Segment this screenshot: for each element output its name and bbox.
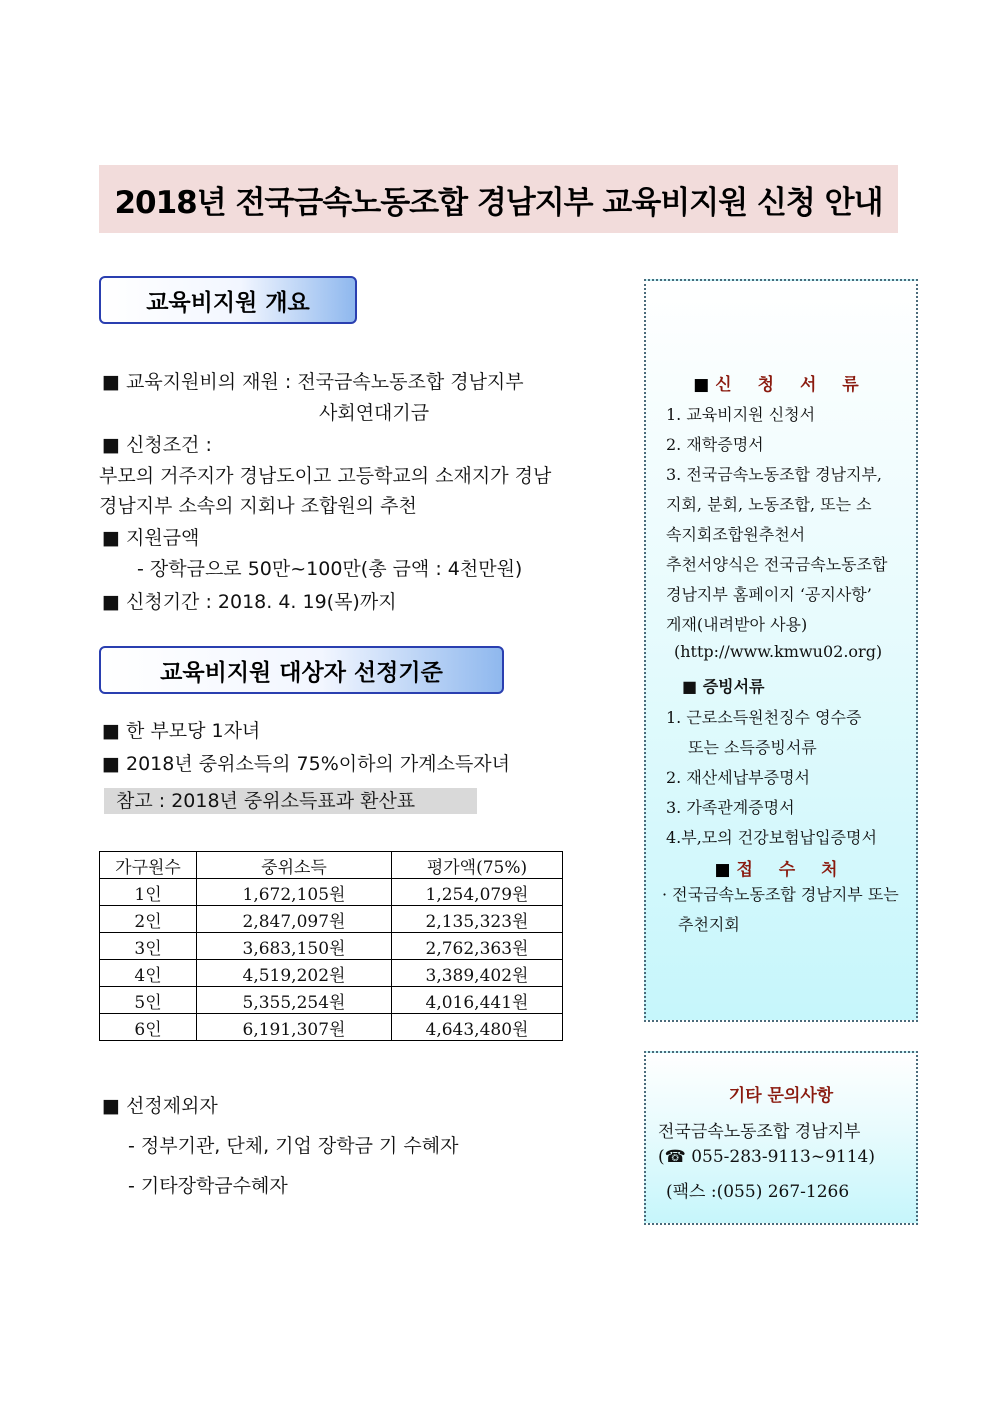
table-cell: 2,847,097원 (197, 906, 392, 933)
form-note-c: 게재(내려받아 사용) (666, 615, 808, 634)
receipt-line-b: 추천지회 (678, 915, 740, 934)
table-header-row (100, 852, 563, 879)
contact-phone: (☎ 055-283-9113~9114) (658, 1147, 875, 1167)
criteria-1: ■ 한 부모당 1자녀 (102, 720, 261, 742)
doc-item-3b: 지회, 분회, 노동조합, 또는 소 (666, 495, 872, 514)
funding-source-cont: 사회연대기금 (319, 402, 430, 424)
receipt-line-a: · 전국금속노동조합 경남지부 또는 (662, 885, 899, 904)
table-cell: 2,135,323원 (392, 906, 563, 933)
period-label: ■ 신청기간 : 2018. 4. 19(목)까지 (102, 591, 397, 613)
page-title: 2018년 전국금속노동조합 경남지부 교육비지원 신청 안내 (99, 165, 898, 233)
exclusion-item-2: - 기타장학금수혜자 (128, 1175, 288, 1197)
income-table (99, 851, 563, 1041)
doc-item-3c: 속지회조합원추천서 (666, 525, 806, 544)
header-household: 가구원수 (100, 852, 197, 879)
condition-line-1: 부모의 거주지가 경남도이고 고등학교의 소재지가 경남 (99, 465, 552, 487)
documents-heading (646, 370, 916, 395)
table-cell: 1,254,079원 (392, 879, 563, 906)
table-cell: 2인 (100, 906, 197, 933)
exclusion-item-1: - 정부기관, 단체, 기업 장학금 기 수혜자 (128, 1135, 459, 1157)
table-cell: 1,672,105원 (197, 879, 392, 906)
proof-heading: ■ 증빙서류 (682, 677, 765, 696)
funding-source: ■ 교육지원비의 재원 : 전국금속노동조합 경남지부 (102, 371, 524, 393)
table-cell: 6인 (100, 1014, 197, 1041)
proof-item-1a: 1. 근로소득원천징수 영수증 (666, 708, 862, 727)
table-row (100, 933, 563, 960)
doc-item-3a: 3. 전국금속노동조합 경남지부, (666, 465, 882, 484)
table-cell: 3,389,402원 (392, 960, 563, 987)
section-heading-criteria: 교육비지원 대상자 선정기준 (99, 646, 504, 694)
table-cell: 6,191,307원 (197, 1014, 392, 1041)
form-note-a: 추천서양식은 전국금속노동조합 (666, 555, 888, 574)
form-note-b: 경남지부 홈페이지 ‘공지사항’ (666, 585, 872, 604)
doc-item-2: 2. 재학증명서 (666, 435, 764, 454)
table-cell: 5,355,254원 (197, 987, 392, 1014)
table-row (100, 960, 563, 987)
table-cell: 4,016,441원 (392, 987, 563, 1014)
table-cell: 4인 (100, 960, 197, 987)
proof-item-2: 2. 재산세납부증명서 (666, 768, 810, 787)
proof-item-4: 4.부,모의 건강보험납입증명서 (666, 828, 877, 847)
receipt-heading (646, 855, 916, 880)
criteria-2: ■ 2018년 중위소득의 75%이하의 가계소득자녀 (102, 753, 511, 775)
documents-box (644, 279, 918, 1022)
square-icon: ■ (714, 860, 731, 880)
table-cell: 4,643,480원 (392, 1014, 563, 1041)
table-row (100, 906, 563, 933)
table-row (100, 987, 563, 1014)
table-cell: 2,762,363원 (392, 933, 563, 960)
header-assessed-value: 평가액(75%) (392, 852, 563, 879)
section-heading-overview: 교육비지원 개요 (99, 276, 357, 324)
contact-org: 전국금속노동조합 경남지부 (658, 1122, 861, 1142)
contact-heading: 기타 문의사항 (728, 1086, 834, 1106)
reference-note: 참고 : 2018년 중위소득표과 환산표 (104, 788, 477, 814)
condition-line-2: 경남지부 소속의 지회나 조합원의 추천 (99, 495, 417, 517)
header-median-income: 중위소득 (197, 852, 392, 879)
table-cell: 5인 (100, 987, 197, 1014)
contact-box (644, 1051, 918, 1225)
proof-item-1b: 또는 소득증빙서류 (688, 738, 817, 757)
receipt-heading-text: 접 수 처 (736, 860, 848, 880)
table-cell: 3인 (100, 933, 197, 960)
table-cell: 3,683,150원 (197, 933, 392, 960)
documents-heading-text: 신 청 서 류 (715, 375, 869, 395)
amount-label: ■ 지원금액 (102, 527, 200, 549)
square-icon: ■ (693, 375, 710, 395)
homepage-url: (http://www.kmwu02.org) (674, 642, 883, 661)
table-cell: 1인 (100, 879, 197, 906)
proof-item-3: 3. 가족관계증명서 (666, 798, 795, 817)
doc-item-1: 1. 교육비지원 신청서 (666, 405, 816, 424)
amount-detail: - 장학금으로 50만~100만(총 금액 : 4천만원) (137, 558, 523, 580)
exclusion-label: ■ 선정제외자 (102, 1095, 218, 1117)
table-row (100, 879, 563, 906)
contact-fax: (팩스 :(055) 267-1266 (666, 1182, 850, 1202)
table-row (100, 1014, 563, 1041)
table-cell: 4,519,202원 (197, 960, 392, 987)
condition-label: ■ 신청조건 : (102, 434, 212, 456)
